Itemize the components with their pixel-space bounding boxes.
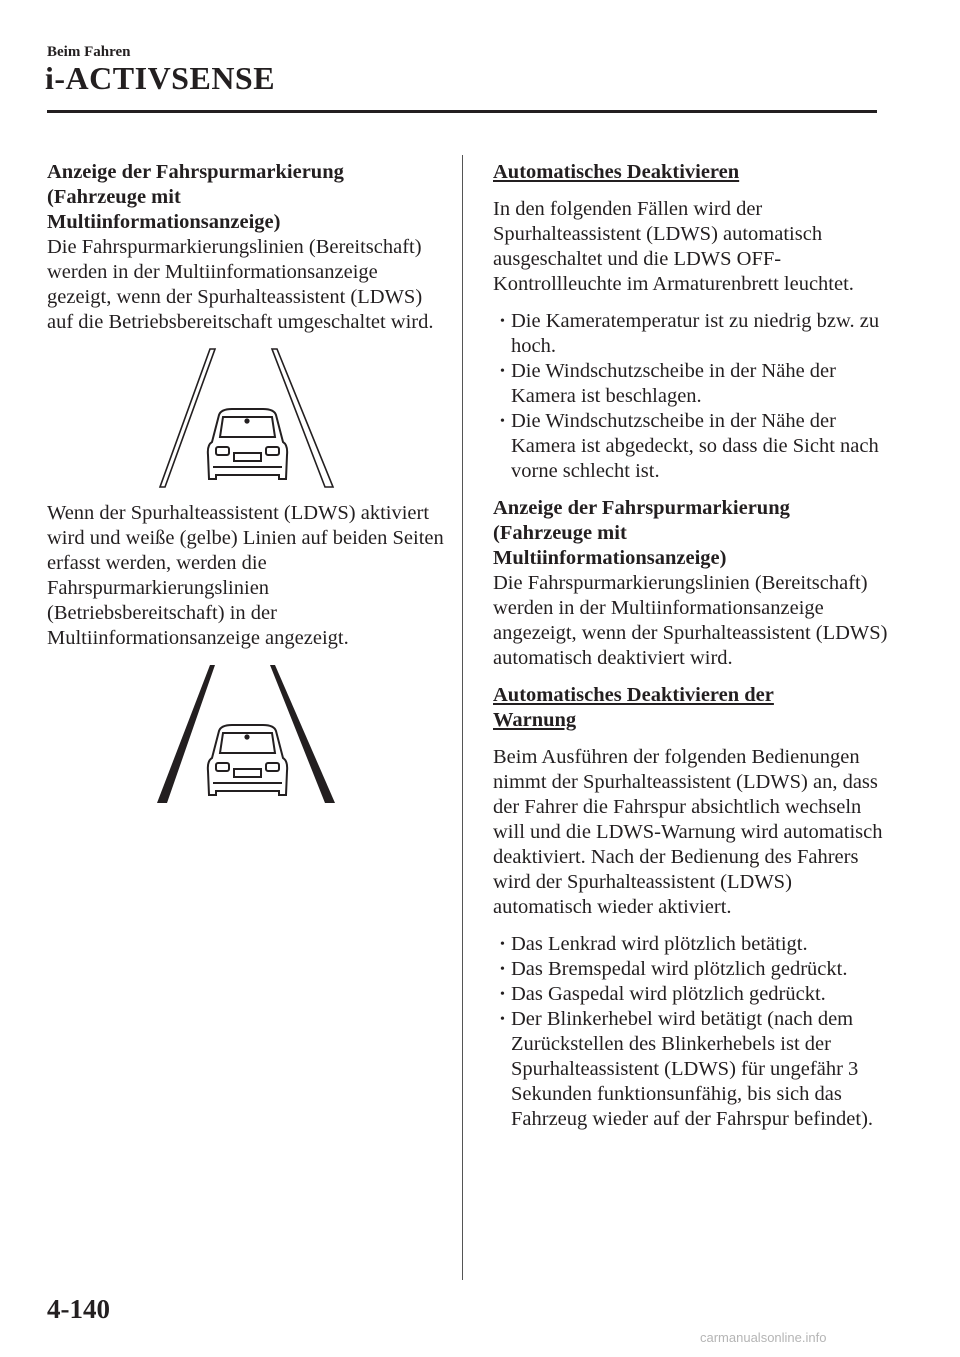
list-item: • Der Blinkerhebel wird betätigt (nach dem Zurückstellen des Blinkerhebels ist der Spurhalteassistent (LDWS) für ungefähr 3 Sekunden funktionsunfähig, bis sich das Fahrzeug wieder auf der Fahrspur befindet). bbox=[493, 1007, 893, 1132]
list-item: • Das Bremspedal wird plötzlich gedrückt. bbox=[493, 957, 893, 982]
paragraph-auto-deactivate: In den folgenden Fällen wird der Spurhalteassistent (LDWS) automatisch ausgeschaltet und die LDWS OFF-Kontrollleuchte im Armaturenbrett leuchtet. bbox=[493, 198, 854, 295]
list-item: • Das Gaspedal wird plötzlich gedrückt. bbox=[493, 982, 893, 1007]
list-item: • Die Windschutzscheibe in der Nähe der Kamera ist beschlagen. bbox=[493, 359, 893, 409]
heading-lane-marking-display-2: Anzeige der Fahrspurmarkierung (Fahrzeuge mit Multiinformationsanzeige) bbox=[493, 497, 790, 569]
car-rear-view-icon bbox=[208, 725, 287, 795]
paragraph-standby-lines: Die Fahrspurmarkierungslinien (Bereitschaft) werden in der Multiinformationsanzeige gezeigt, wenn der Spurhalteassistent (LDWS) auf die Betriebsbereitschaft umgeschaltet wird. bbox=[47, 236, 434, 333]
left-column bbox=[47, 160, 447, 817]
car-filled-lines-icon bbox=[157, 663, 337, 805]
heading-warning-deactivate: Automatisches Deaktivieren der Warnung bbox=[493, 684, 774, 731]
list-deactivate-conditions bbox=[493, 309, 893, 484]
list-item: • Das Lenkrad wird plötzlich betätigt. bbox=[493, 932, 893, 957]
header-rule bbox=[47, 110, 877, 113]
paragraph-warning-deactivate: Beim Ausführen der folgenden Bedienungen nimmt der Spurhalteassistent (LDWS) an, dass der Fahrer die Fahrspur absichtlich wechseln will und die LDWS-Warnung wird automatisch deaktiviert. Nach der Bedienung des Fahrers wird der Spurhalteassistent (LDWS) automatisch wieder aktiviert. bbox=[493, 746, 883, 918]
right-column bbox=[493, 160, 893, 1144]
list-driver-operations bbox=[493, 932, 893, 1132]
section-label: Beim Fahren bbox=[47, 44, 131, 60]
car-outline-lines-icon bbox=[157, 347, 337, 489]
list-item: • Die Windschutzscheibe in der Nähe der Kamera ist abgedeckt, so dass die Sicht nach vorne schlecht ist. bbox=[493, 409, 893, 484]
page-number: 4-140 bbox=[47, 1294, 110, 1324]
watermark: carmanualsonline.info bbox=[700, 1330, 827, 1345]
paragraph-active-lines: Wenn der Spurhalteassistent (LDWS) aktiviert wird und weiße (gelbe) Linien auf beiden Seiten erfasst werden, werden die Fahrspurmarkierungslinien (Betriebsbereitschaft) in der Multiinformationsanzeige angezeigt. bbox=[47, 502, 444, 649]
heading-lane-marking-display: Anzeige der Fahrspurmarkierung (Fahrzeuge mit Multiinformationsanzeige) bbox=[47, 161, 344, 233]
list-item: • Die Kameratemperatur ist zu niedrig bzw. zu hoch. bbox=[493, 309, 893, 359]
chapter-title: i-ACTIVSENSE bbox=[45, 60, 276, 96]
car-rear-view-icon bbox=[208, 409, 287, 479]
paragraph-standby-after-deactivate: Die Fahrspurmarkierungslinien (Bereitschaft) werden in der Multiinformationsanzeige angezeigt, wenn der Spurhalteassistent (LDWS) automatisch deaktiviert wird. bbox=[493, 572, 888, 669]
column-divider bbox=[462, 155, 463, 1280]
heading-auto-deactivate: Automatisches Deaktivieren bbox=[493, 161, 740, 183]
